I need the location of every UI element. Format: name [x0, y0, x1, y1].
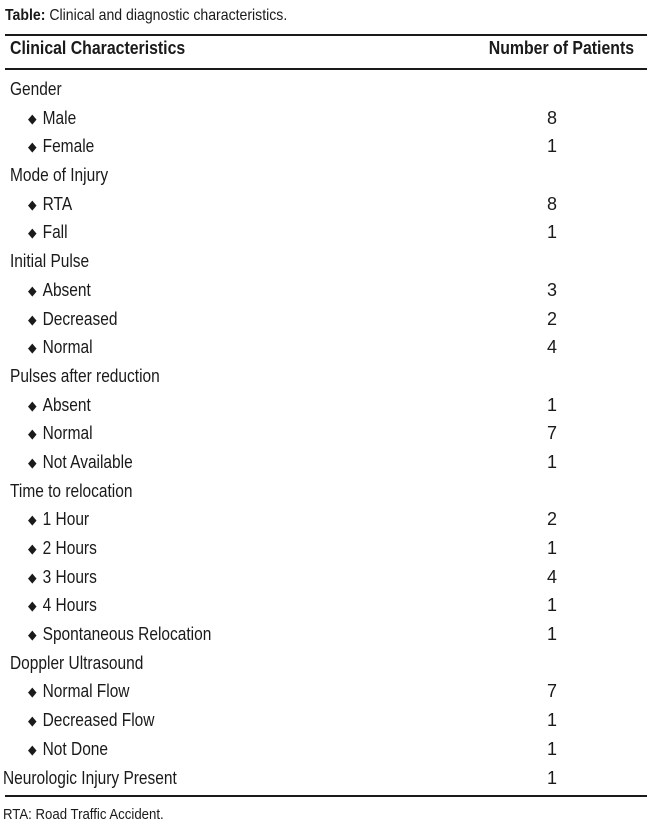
top-rule [5, 34, 647, 36]
row-value: 1 [546, 767, 557, 788]
row-label [28, 591, 97, 621]
row-value: 1 [546, 451, 557, 472]
table-row-category [0, 75, 650, 104]
table-row-item [0, 505, 650, 534]
diamond-bullet-icon: ◆ [28, 713, 37, 729]
diamond-bullet-icon: ◆ [28, 741, 37, 757]
row-value: 2 [546, 509, 557, 530]
row-label [28, 218, 68, 248]
row-label-text: Spontaneous Relocation [42, 624, 212, 645]
row-label [28, 190, 72, 220]
row-value: 1 [546, 136, 557, 157]
row-value: 1 [546, 394, 557, 415]
row-value: 1 [546, 222, 557, 243]
table-row-category [0, 764, 650, 793]
table-row-category [0, 477, 650, 506]
row-label-text: Not Done [42, 738, 109, 759]
diamond-bullet-icon: ◆ [28, 110, 37, 126]
row-label-text: 4 Hours [42, 595, 97, 616]
row-label-text: 3 Hours [42, 566, 97, 587]
table-footnote: RTA: Road Traffic Accident. [3, 806, 164, 823]
table-row-item [0, 218, 650, 247]
row-label-text: Fall [42, 222, 68, 243]
diamond-bullet-icon: ◆ [28, 340, 37, 356]
row-label [28, 276, 91, 306]
table-row-item [0, 104, 650, 133]
table-row-item [0, 190, 650, 219]
row-value: 8 [546, 107, 557, 128]
diamond-bullet-icon: ◆ [28, 397, 37, 413]
table-row-item [0, 534, 650, 563]
row-value: 4 [546, 337, 557, 358]
row-label-text: Female [42, 136, 95, 157]
diamond-bullet-icon: ◆ [28, 426, 37, 442]
table-caption [5, 7, 287, 25]
row-label [28, 534, 97, 564]
caption-text: Clinical and diagnostic characteristics. [49, 7, 288, 24]
diamond-bullet-icon: ◆ [28, 282, 37, 298]
row-label-text: 2 Hours [42, 538, 97, 558]
row-label [28, 104, 76, 134]
row-label [3, 764, 177, 793]
caption-label: Table: [5, 7, 46, 24]
row-label [28, 620, 211, 650]
row-label-text: Absent [42, 279, 91, 300]
row-label [28, 448, 133, 478]
row-label-text: Doppler Ultrasound [10, 652, 144, 673]
row-value: 1 [546, 595, 557, 616]
row-label [28, 735, 108, 765]
diamond-bullet-icon: ◆ [28, 196, 37, 212]
diamond-bullet-icon: ◆ [28, 569, 37, 585]
table-row-item [0, 735, 650, 764]
row-label [28, 391, 91, 421]
table-row-item [0, 620, 650, 649]
table-row-item [0, 132, 650, 161]
diamond-bullet-icon: ◆ [28, 225, 37, 241]
row-label-text: Decreased Flow [42, 710, 155, 731]
row-label-text: Pulses after reduction [10, 365, 160, 386]
row-value: 8 [546, 193, 557, 214]
row-label-text: Mode of Injury [10, 165, 109, 186]
bottom-rule [5, 795, 647, 797]
row-value: 7 [546, 423, 557, 444]
table-row-item [0, 419, 650, 448]
row-label [10, 247, 89, 276]
header-rule [5, 68, 647, 70]
diamond-bullet-icon: ◆ [28, 311, 37, 327]
table-row-item [0, 677, 650, 706]
row-label-text: Normal [42, 423, 93, 444]
row-value: 2 [546, 308, 557, 329]
row-label-text: Decreased [42, 308, 118, 329]
row-label [10, 649, 143, 678]
row-label-text: Initial Pulse [10, 251, 90, 272]
table-row-category [0, 247, 650, 276]
table-row-item [0, 333, 650, 362]
column-header-characteristics: Clinical Characteristics [10, 38, 186, 58]
row-label [28, 305, 117, 335]
row-label-text: Time to relocation [10, 480, 133, 501]
row-label [10, 75, 62, 104]
table-row-item [0, 563, 650, 592]
row-label-text: Not Available [42, 451, 133, 472]
row-value: 4 [546, 566, 557, 587]
diamond-bullet-icon: ◆ [28, 454, 37, 470]
column-header-patients: Number of Patients [488, 38, 634, 58]
diamond-bullet-icon: ◆ [28, 627, 37, 643]
row-label-text: Gender [10, 79, 62, 99]
diamond-bullet-icon: ◆ [28, 512, 37, 528]
table-row-item [0, 706, 650, 735]
row-label-text: Normal Flow [42, 681, 130, 702]
row-label [28, 563, 97, 593]
row-label [28, 333, 93, 363]
row-label [28, 706, 154, 736]
row-label-text: Absent [42, 394, 91, 415]
diamond-bullet-icon: ◆ [28, 541, 37, 556]
row-label [10, 477, 132, 506]
row-value: 1 [546, 710, 557, 731]
table-row-item [0, 276, 650, 305]
row-label-text: 1 Hour [42, 509, 90, 530]
diamond-bullet-icon: ◆ [28, 684, 37, 700]
table-body [0, 75, 650, 792]
row-label-text: Male [42, 107, 77, 128]
row-label-text: Neurologic Injury Present [3, 767, 177, 788]
row-value: 1 [546, 624, 557, 645]
row-label [10, 362, 160, 391]
row-label [28, 419, 93, 449]
table-row-category [0, 649, 650, 678]
table-row-item [0, 591, 650, 620]
diamond-bullet-icon: ◆ [28, 139, 37, 155]
row-value: 1 [546, 538, 557, 558]
table-row-item [0, 448, 650, 477]
diamond-bullet-icon: ◆ [28, 598, 37, 614]
row-value: 7 [546, 681, 557, 702]
row-value: 1 [546, 738, 557, 759]
table-row-category [0, 161, 650, 190]
row-label [10, 161, 108, 190]
row-value: 3 [546, 279, 557, 300]
row-label-text: Normal [42, 337, 93, 358]
row-label [28, 132, 94, 162]
table-row-category [0, 362, 650, 391]
table-row-item [0, 305, 650, 334]
row-label-text: RTA [42, 193, 73, 214]
table-row-item [0, 391, 650, 420]
row-label [28, 677, 129, 707]
row-label [28, 505, 89, 535]
